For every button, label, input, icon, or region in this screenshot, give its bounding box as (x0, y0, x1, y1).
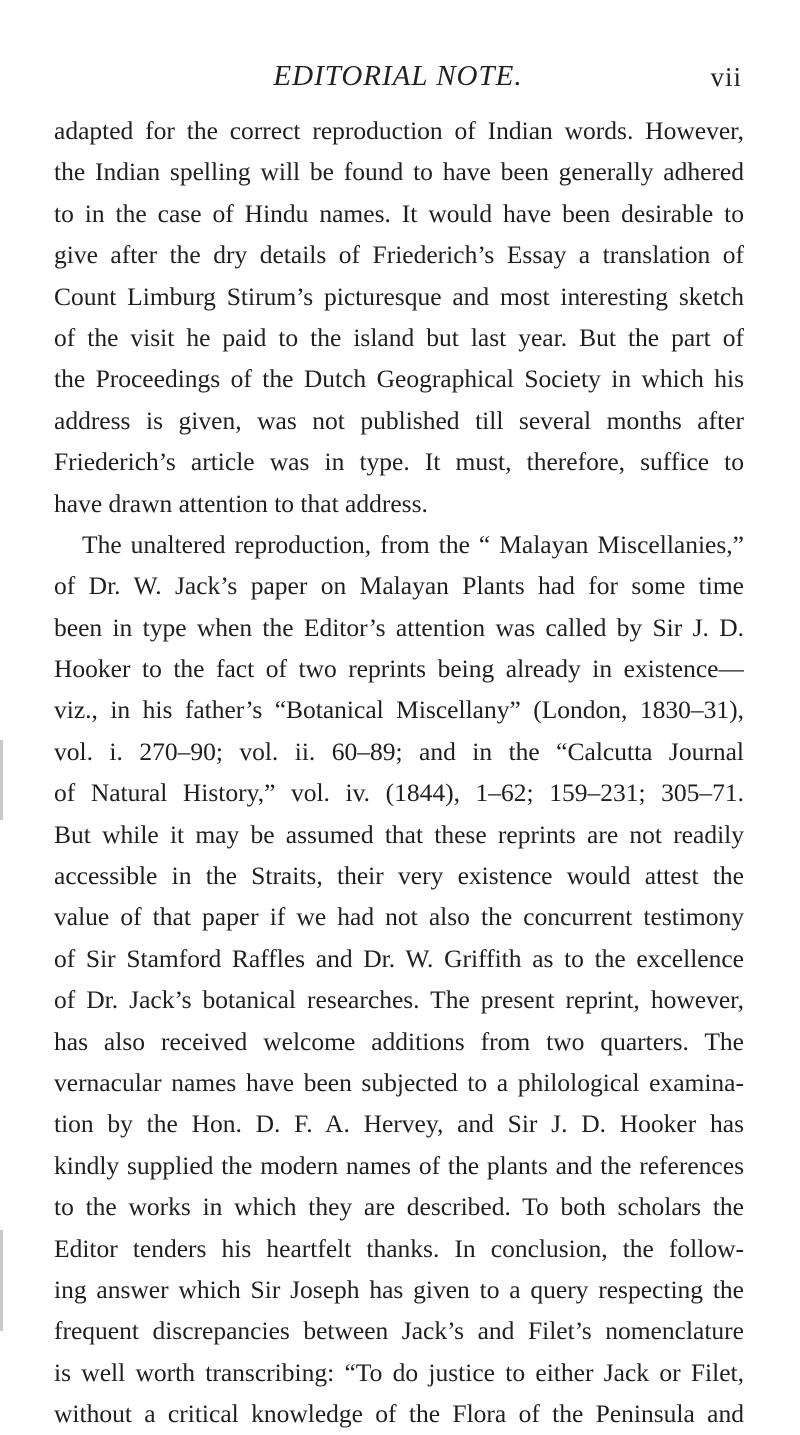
text-line: the Indian spelling will be found to have been generally adhered (54, 157, 744, 187)
text-line: viz., in his father’s “Botanical Miscellany” (London, 1830–31), (54, 695, 744, 725)
text-line: ing answer which Sir Joseph has given to a query respecting the (54, 1274, 744, 1304)
text-line: adapted for the correct reproduction of Indian words. However, (54, 116, 744, 145)
text-line: But while it may be assumed that these reprints are not readily (54, 819, 744, 849)
text-line: has also received welcome additions from two quarters. The (54, 1026, 744, 1056)
text-line: without a critical knowledge of the Flora of the Peninsula and (54, 1399, 744, 1429)
text-line: of Natural History,” vol. iv. (1844), 1–62; 159–231; 305–71. (54, 778, 744, 808)
text-line: the Proceedings of the Dutch Geographical Society in which his (54, 364, 744, 394)
text-line: been in type when the Editor’s attention was called by Sir J. D. (54, 612, 744, 642)
text-line: have drawn attention to that address. (54, 488, 428, 518)
text-line: frequent discrepancies between Jack’s and Filet’s nomenclature (54, 1316, 744, 1346)
page-header (54, 60, 742, 100)
text-line: of Sir Stamford Raffles and Dr. W. Griffith as to the excellence (54, 943, 744, 973)
text-line: tion by the Hon. D. F. A. Hervey, and Sir J. D. Hooker has (54, 1109, 744, 1139)
text-line: of Dr. W. Jack’s paper on Malayan Plants had for some time (54, 571, 744, 601)
text-line: accessible in the Straits, their very existence would attest the (54, 861, 744, 891)
text-line: value of that paper if we had not also the concurrent testimony (54, 902, 744, 932)
page-edge-shadow (0, 740, 3, 820)
text-line: kindly supplied the modern names of the plants and the references (54, 1150, 744, 1180)
text-line: to in the case of Hindu names. It would have been desirable to (54, 198, 744, 228)
text-line: address is given, was not published till several months after (54, 405, 744, 435)
text-line: give after the dry details of Friederich’s Essay a translation of (54, 240, 744, 270)
page-edge-shadow (0, 1230, 3, 1331)
text-line: Editor tenders his heartfelt thanks. In conclusion, the follow- (54, 1233, 744, 1263)
text-line: vernacular names have been subjected to a philological examina- (54, 1067, 744, 1097)
running-title: EDITORIAL NOTE. (273, 60, 523, 92)
text-line: The unaltered reproduction, from the “ Malayan Miscellanies,” (82, 529, 744, 559)
page-number: vii (710, 62, 742, 92)
text-line: is well worth transcribing: “To do justice to either Jack or Filet, (54, 1357, 744, 1387)
text-line: to the works in which they are described. To both scholars the (54, 1192, 744, 1222)
text-line: of the visit he paid to the island but last year. But the part of (54, 322, 744, 352)
body-text (54, 110, 744, 1435)
text-line: vol. i. 270–90; vol. ii. 60–89; and in the “Calcutta Journal (54, 736, 744, 766)
text-line: Friederich’s article was in type. It must, therefore, suffice to (54, 447, 744, 477)
text-line: Hooker to the fact of two reprints being already in existence— (54, 654, 744, 684)
text-line: of Dr. Jack’s botanical researches. The present reprint, however, (54, 985, 744, 1015)
text-line: Count Limburg Stirum’s picturesque and most interesting sketch (54, 281, 744, 311)
